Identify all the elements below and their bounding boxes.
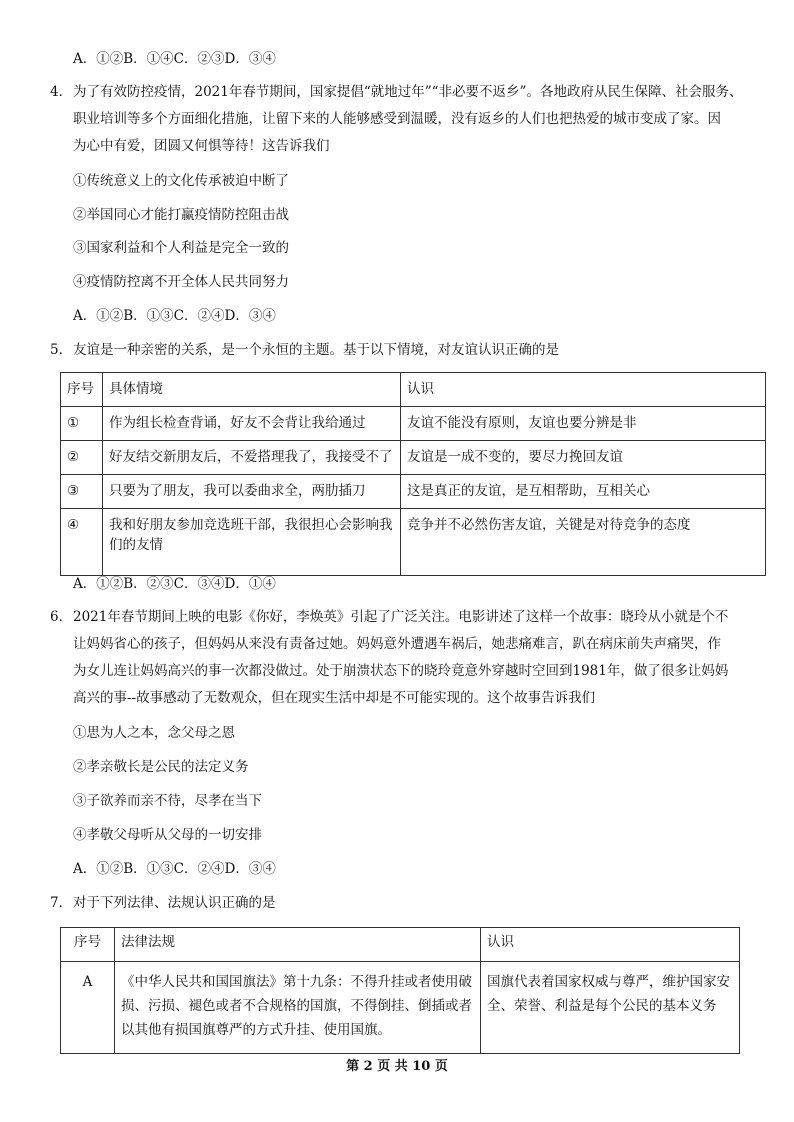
q4-statement: ②举国同心才能打赢疫情防控阻击战 <box>73 207 289 223</box>
row-view: 友谊是一成不变的，要尽力挽回友谊 <box>401 441 766 475</box>
q5-text: 友谊是一种亲密的关系，是一个永恒的主题。基于以下情境，对友谊认识正确的是 <box>73 342 559 358</box>
q6-text-line: 让妈妈省心的孩子，但妈妈从来没有责备过她。妈妈意外遭遇车祸后，她悲痛难言，趴在病床前失声痛哭，作 <box>73 636 721 652</box>
row-view: 这是真正的友谊，是互相帮助，互相关心 <box>401 475 766 509</box>
q6-text-line: 2021年春节期间上映的电影《你好，李焕英》引起了广泛关注。电影讲述了这样一个故事：晓玲从小就是个不 <box>73 609 729 625</box>
row-view: 竞争并不必然伤害友谊，关键是对待竞争的态度 <box>401 509 766 576</box>
table-row <box>61 407 766 441</box>
row-situation: 我和好朋友参加竞选班干部，我很担心会影响我们的友情 <box>103 509 401 576</box>
table-header-row <box>61 928 740 962</box>
table-row <box>61 962 740 1054</box>
row-number: ② <box>61 441 103 475</box>
row-situation: 好友结交新朋友后，不爱搭理我了，我接受不了 <box>103 441 401 475</box>
row-view: 国旗代表着国家权威与尊严，维护国家安全、荣誉、利益是每个公民的基本义务 <box>481 962 740 1054</box>
row-view: 友谊不能没有原则，友谊也要分辨是非 <box>401 407 766 441</box>
q6-text-line: 高兴的事--故事感动了无数观众，但在现实生活中却是不可能实现的。这个故事告诉我们 <box>73 690 596 706</box>
q6-statement: ②孝亲敬长是公民的法定义务 <box>73 759 249 775</box>
q7-number: 7． <box>50 895 73 911</box>
table-header-cell: 具体情境 <box>103 373 401 407</box>
q3-options: A．①②B．①④C．②③D．③④ <box>73 51 276 67</box>
table-row <box>61 441 766 475</box>
row-number: A <box>61 962 115 1054</box>
table-header-row <box>61 373 766 407</box>
row-number: ③ <box>61 475 103 509</box>
row-law: 《中华人民共和国国旗法》第十九条：不得升挂或者使用破损、污损、褪色或者不合规格的国旗，不得倒挂、倒插或者以其他有损国旗尊严的方式升挂、使用国旗。 <box>115 962 481 1054</box>
table-header-cell: 序号 <box>61 928 115 962</box>
q4-options: A．①②B．①③C．②④D．③④ <box>73 308 276 324</box>
q4-statement: ①传统意义上的文化传承被迫中断了 <box>73 173 289 189</box>
q7-table <box>60 927 740 1054</box>
q4-statement: ④疫情防控离不开全体人民共同努力 <box>73 274 289 290</box>
q6-statement: ①思为人之本，念父母之恩 <box>73 725 235 741</box>
q6-options: A．①②B．①③C．②④D．③④ <box>73 861 276 877</box>
q4-statement: ③国家利益和个人利益是完全一致的 <box>73 240 289 256</box>
q6-statement: ③子欲养而亲不待，尽孝在当下 <box>73 793 262 809</box>
table-row <box>61 475 766 509</box>
table-header-cell: 法律法规 <box>115 928 481 962</box>
table-header-cell: 认识 <box>481 928 740 962</box>
table-header-cell: 认识 <box>401 373 766 407</box>
row-number: ① <box>61 407 103 441</box>
q6-number: 6． <box>50 609 73 625</box>
q4-text-line: 职业培训等多个方面细化措施，让留下来的人能够感受到温暖，没有返乡的人们也把热爱的城市变成了家。因 <box>73 111 721 127</box>
q4-text-line: 为心中有爱，团圆又何惧等待！这告诉我们 <box>73 138 330 154</box>
page-footer: 第 2 页 共 10 页 <box>346 1059 448 1074</box>
q5-options: A．①②B．②③C．③④D．①④ <box>73 576 276 592</box>
q5-number: 5． <box>50 342 73 358</box>
q5-table <box>60 372 766 576</box>
q4-text-line: 为了有效防控疫情，2021年春节期间，国家提倡“就地过年”“非必要不返乡”。各地政府从民生保障、社会服务、 <box>73 84 743 100</box>
q6-text-line: 为女儿连让妈妈高兴的事一次都没做过。处于崩溃状态下的晓玲竟意外穿越时空回到1981年，做了很多让妈妈 <box>73 663 729 679</box>
q6-statement: ④孝敬父母听从父母的一切安排 <box>73 827 262 843</box>
table-row <box>61 509 766 576</box>
row-number: ④ <box>61 509 103 576</box>
q7-text: 对于下列法律、法规认识正确的是 <box>73 895 276 911</box>
table-header-cell: 序号 <box>61 373 103 407</box>
q4-number: 4． <box>50 84 73 100</box>
row-situation: 只要为了朋友，我可以委曲求全，两肋插刀 <box>103 475 401 509</box>
row-situation: 作为组长检查背诵，好友不会背让我给通过 <box>103 407 401 441</box>
